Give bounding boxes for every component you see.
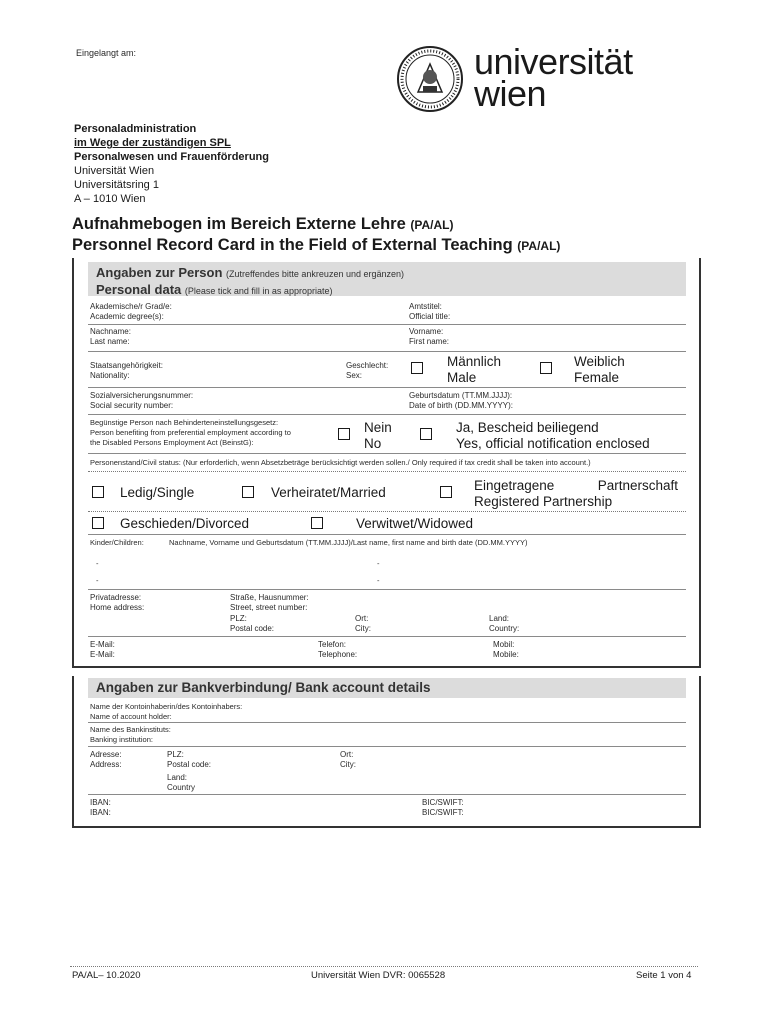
male-option-label (447, 354, 501, 386)
single-label: Ledig/Single (120, 485, 195, 500)
no-en: No (364, 436, 382, 451)
bank-postal-label (167, 750, 211, 770)
form-title-de-suffix: (PA/AL) (410, 218, 454, 232)
bank-country-de: Land: (167, 773, 188, 782)
personal-hint-en: (Please tick and fill in as appropriate) (184, 286, 333, 296)
street-de: Straße, Hausnummer: (230, 593, 309, 602)
children-hint: Nachname, Vorname und Geburtsdatum (TT.MM.JJJJ)/Last name, first name and birth date (DD.MM.YYYY) (169, 538, 528, 547)
street-label (230, 593, 309, 613)
disabled-no-label (364, 420, 392, 452)
footer-page-number: Seite 1 von 4 (636, 970, 692, 981)
mobile-label (493, 640, 519, 660)
disabled-line-2: Person benefiting from preferential employment according to (90, 428, 291, 437)
last-name-de: Nachname: (90, 327, 131, 336)
divorced-label: Geschieden/Divorced (120, 516, 250, 531)
received-label: Eingelangt am: (76, 48, 137, 58)
street-en: Street, street number: (230, 603, 308, 612)
personal-heading-en: Personal data (96, 282, 182, 297)
telephone-label (318, 640, 357, 660)
ssn-de: Sozialversicherungsnummer: (90, 391, 194, 400)
divider (88, 746, 686, 747)
telephone-de: Telefon: (318, 640, 347, 649)
account-holder-label (90, 702, 242, 722)
disabled-yes-checkbox[interactable] (420, 428, 432, 440)
footer-form-code: PA/AL– 10.2020 (72, 970, 141, 981)
yes-en: Yes, official notification enclosed (456, 436, 650, 451)
female-de: Weiblich (574, 354, 625, 369)
address-line-5: Universitätsring 1 (74, 179, 159, 191)
married-label: Verheiratet/Married (271, 485, 386, 500)
divider (88, 351, 686, 352)
married-checkbox[interactable] (242, 486, 254, 498)
dob-en: Date of birth (DD.MM.YYYY): (409, 401, 514, 410)
bank-postal-de: PLZ: (167, 750, 184, 759)
female-option-label (574, 354, 625, 386)
disabled-line-1: Begünstige Person nach Behinderteneinstellungsgesetz: (90, 418, 279, 427)
divider (88, 636, 686, 637)
widowed-checkbox[interactable] (311, 517, 323, 529)
official-title-de: Amtstitel: (409, 302, 442, 311)
home-address-en: Home address: (90, 603, 145, 612)
divorced-checkbox[interactable] (92, 517, 104, 529)
sex-label (346, 361, 388, 381)
female-checkbox[interactable] (540, 362, 552, 374)
bank-institute-label (90, 725, 171, 745)
nationality-en: Nationality: (90, 371, 130, 380)
personal-heading-de: Angaben zur Person (96, 265, 223, 280)
dob-label (409, 391, 513, 411)
country-de: Land: (489, 614, 510, 623)
divider (88, 534, 686, 535)
divider (88, 324, 686, 325)
university-seal-logo (390, 44, 470, 114)
nationality-de: Staatsangehörigkeit: (90, 361, 163, 370)
postal-en: Postal code: (230, 624, 275, 633)
official-title-label (409, 302, 450, 322)
divider (88, 722, 686, 723)
partnership-en: Registered Partnership (474, 494, 613, 509)
first-name-label (409, 327, 449, 347)
male-de: Männlich (447, 354, 502, 369)
first-name-en: First name: (409, 337, 450, 346)
bank-institute-de: Name des Bankinstituts: (90, 725, 171, 734)
degree-label-de: Akademische/r Grad/e: (90, 302, 172, 311)
mobile-en: Mobile: (493, 650, 519, 659)
iban-label (90, 798, 111, 818)
divider (88, 589, 686, 590)
logo-wordmark (474, 41, 633, 114)
dob-de: Geburtsdatum (TT.MM.JJJJ): (409, 391, 513, 400)
home-address-de: Privatadresse: (90, 593, 142, 602)
children-entry-1a: - (96, 559, 99, 568)
bank-address-en: Address: (90, 760, 122, 769)
partnership-de-b: Partnerschaft (597, 478, 678, 493)
male-en: Male (447, 370, 477, 385)
children-entry-1b: - (377, 559, 380, 568)
divider (88, 471, 686, 472)
divider (88, 387, 686, 388)
mobile-de: Mobil: (493, 640, 515, 649)
children-entry-2a: - (96, 576, 99, 585)
bank-address-label (90, 750, 122, 770)
account-holder-en: Name of account holder: (90, 712, 172, 721)
widowed-label: Verwitwet/Widowed (356, 516, 474, 531)
account-holder-de: Name der Kontoinhaberin/des Kontoinhabers: (90, 702, 243, 711)
civil-status-label: Personenstand/Civil status: (Nur erforderlich, wenn Absetzbeträge berücksichtigt werden sollen./ Only required if tax credit shall be taken into account.) (90, 458, 591, 467)
divider (88, 414, 686, 415)
bank-city-en: City: (340, 760, 356, 769)
degree-label-en: Academic degree(s): (90, 312, 164, 321)
form-title-en: Personnel Record Card in the Field of External Teaching (72, 236, 513, 254)
city-de: Ort: (355, 614, 369, 623)
form-title-de: Aufnahmebogen im Bereich Externe Lehre (72, 215, 406, 233)
bank-country-label (167, 773, 195, 793)
official-title-en: Official title: (409, 312, 451, 321)
postal-code-label (230, 614, 274, 634)
children-entry-2b: - (377, 576, 380, 585)
first-name-de: Vorname: (409, 327, 444, 336)
email-label (90, 640, 115, 660)
bank-institute-en: Banking institution: (90, 735, 153, 744)
footer-divider (70, 966, 698, 967)
degree-label (90, 302, 172, 322)
form-title-en-suffix: (PA/AL) (517, 239, 561, 253)
address-line-6: A – 1010 Wien (74, 193, 146, 205)
home-address-label (90, 593, 144, 613)
city-en: City: (355, 624, 371, 633)
divider (88, 794, 686, 795)
email-en: E-Mail: (90, 650, 115, 659)
disabled-line-3: the Disabled Persons Employment Act (BeinstG): (90, 438, 254, 447)
registered-partnership-checkbox[interactable] (440, 486, 452, 498)
address-line-1: Personaladministration (74, 123, 197, 135)
children-label: Kinder/Children: (90, 538, 144, 547)
bank-address-de: Adresse: (90, 750, 122, 759)
sex-en: Sex: (346, 371, 363, 380)
telephone-en: Telephone: (318, 650, 358, 659)
bank-city-label (340, 750, 356, 770)
single-checkbox[interactable] (92, 486, 104, 498)
last-name-label (90, 327, 131, 347)
iban-en: IBAN: (90, 808, 111, 817)
disabled-yes-label (456, 420, 650, 452)
bic-de: BIC/SWIFT: (422, 798, 464, 807)
sex-de: Geschlecht: (346, 361, 389, 370)
bank-city-de: Ort: (340, 750, 354, 759)
postal-de: PLZ: (230, 614, 247, 623)
bank-country-en: Country (167, 783, 196, 792)
footer-organization: Universität Wien DVR: 0065528 (311, 970, 446, 981)
ssn-label (90, 391, 193, 411)
form-title (72, 214, 560, 256)
logo-line-2: wien (474, 73, 547, 114)
bank-postal-en: Postal code: (167, 760, 212, 769)
address-line-3: Personalwesen und Frauenförderung (74, 151, 269, 163)
nationality-label (90, 361, 163, 381)
logo-line-1: universität (474, 41, 633, 82)
divider (88, 453, 686, 454)
city-label (355, 614, 371, 634)
registered-partnership-label (474, 478, 678, 510)
disabled-person-label (90, 418, 291, 448)
email-de: E-Mail: (90, 640, 115, 649)
address-line-2: im Wege der zuständigen SPL (74, 137, 231, 149)
male-checkbox[interactable] (411, 362, 423, 374)
disabled-no-checkbox[interactable] (338, 428, 350, 440)
personal-hint-de: (Zutreffendes bitte ankreuzen und ergänzen) (226, 269, 404, 279)
country-en: Country: (489, 624, 520, 633)
bic-en: BIC/SWIFT: (422, 808, 464, 817)
last-name-en: Last name: (90, 337, 130, 346)
ssn-en: Social security number: (90, 401, 174, 410)
address-block (74, 122, 269, 206)
female-en: Female (574, 370, 620, 385)
yes-de: Ja, Bescheid beiliegend (456, 420, 599, 435)
partnership-de-a: Eingetragene (474, 478, 555, 493)
iban-de: IBAN: (90, 798, 111, 807)
bic-label (422, 798, 464, 818)
bank-heading: Angaben zur Bankverbindung/ Bank account details (96, 680, 431, 695)
divider (88, 511, 686, 512)
personal-heading (96, 265, 404, 299)
country-label (489, 614, 519, 634)
address-line-4: Universität Wien (74, 165, 155, 177)
no-de: Nein (364, 420, 392, 435)
